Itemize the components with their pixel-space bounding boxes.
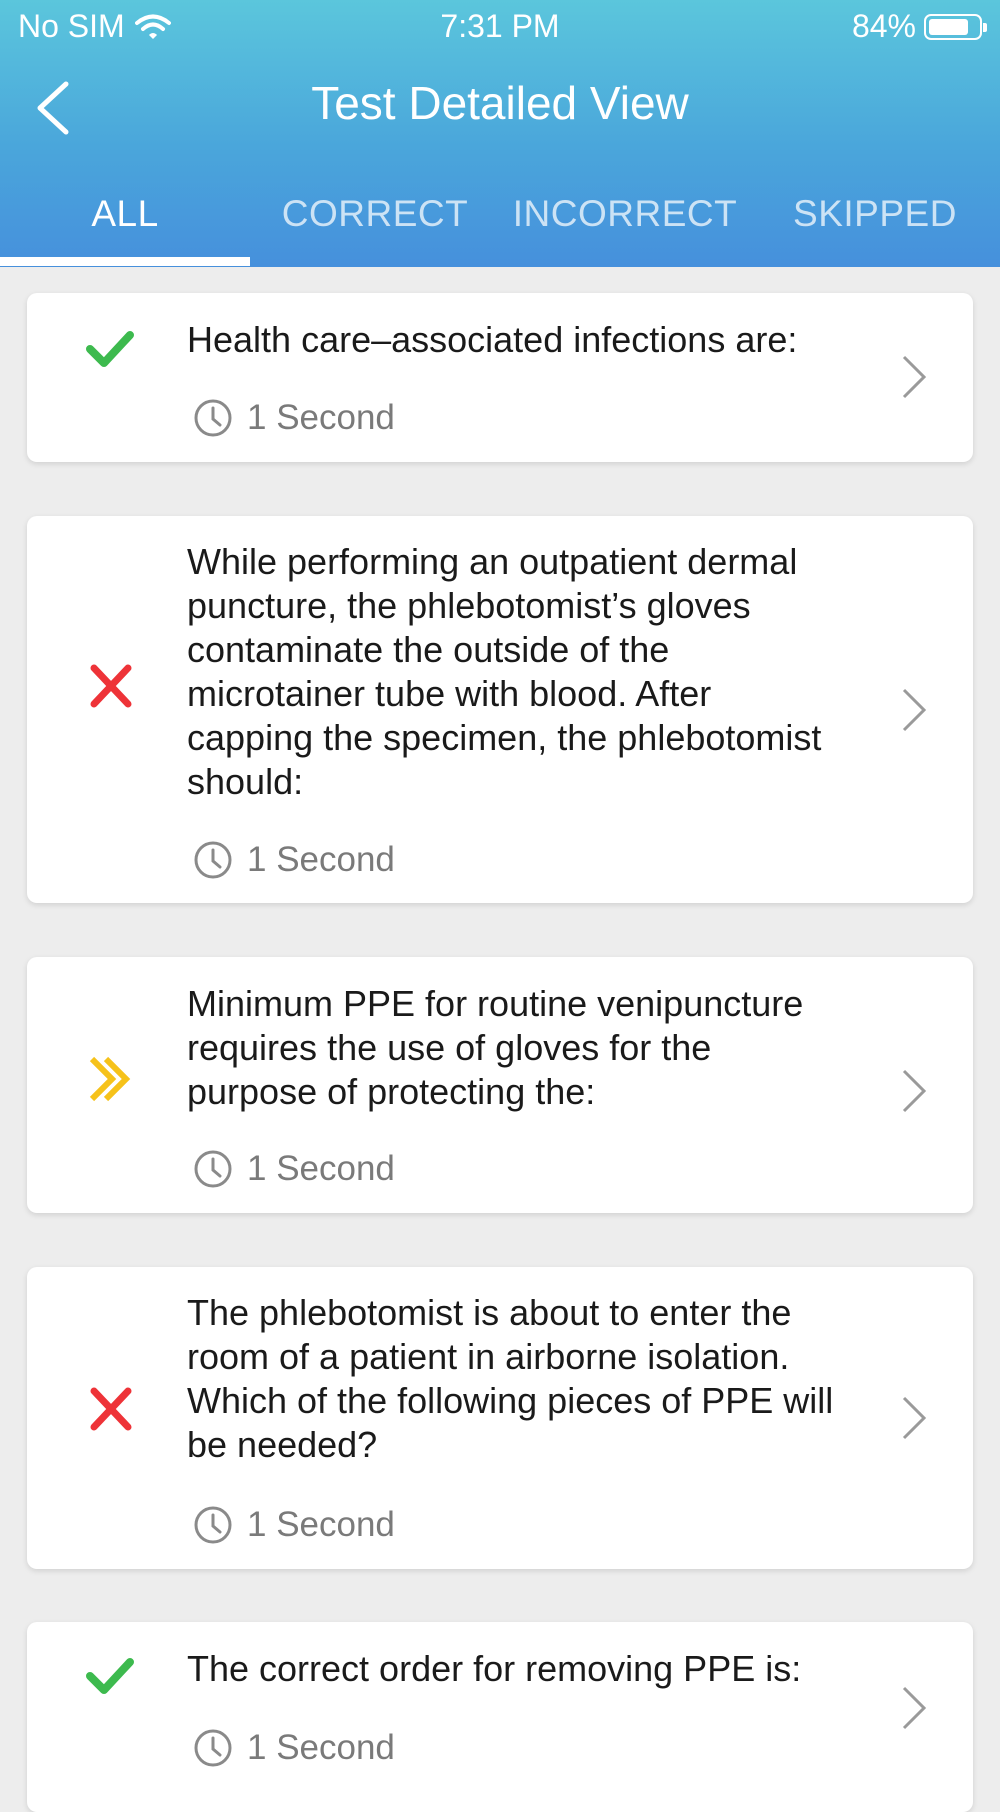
active-tab-indicator	[0, 257, 250, 266]
time-spent	[193, 1149, 395, 1189]
clock-icon	[193, 1505, 233, 1545]
time-label: 1 Second	[247, 1149, 395, 1188]
question-card[interactable]	[27, 957, 973, 1213]
question-text: The correct order for removing PPE is:	[187, 1648, 802, 1689]
tab-all[interactable]: ALL	[91, 193, 159, 234]
status-time: 7:31 PM	[440, 8, 560, 44]
time-label: 1 Second	[247, 398, 395, 437]
check-icon	[82, 321, 138, 377]
question-text: Minimum PPE for routine venipuncture requires the use of gloves for the purpose of protecting the:	[187, 983, 804, 1112]
battery-percent: 84%	[851, 8, 916, 44]
cross-icon	[82, 1381, 138, 1437]
clock-icon	[193, 1149, 233, 1189]
question-card[interactable]	[27, 516, 973, 903]
battery-icon	[924, 14, 982, 40]
app-header	[0, 0, 1000, 267]
page-title: Test Detailed View	[311, 77, 689, 129]
double-chevron-icon	[82, 1051, 138, 1107]
tab-incorrect[interactable]: INCORRECT	[512, 193, 738, 234]
chevron-right-icon	[898, 353, 928, 401]
time-label: 1 Second	[247, 1728, 395, 1767]
question-card[interactable]	[27, 1267, 973, 1569]
tab-correct[interactable]: CORRECT	[281, 193, 469, 234]
chevron-right-icon	[898, 1684, 928, 1732]
time-spent	[193, 840, 395, 880]
question-text: While performing an outpatient dermal puncture, the phlebotomist’s gloves contaminate the outside of the microtainer tube with blood. After capping the specimen, the phlebotomist should:	[187, 541, 822, 802]
time-spent	[193, 1505, 395, 1545]
clock-icon	[193, 840, 233, 880]
time-label: 1 Second	[247, 840, 395, 879]
chevron-right-icon	[898, 1394, 928, 1442]
time-label: 1 Second	[247, 1505, 395, 1544]
clock-icon	[193, 1728, 233, 1768]
question-card[interactable]	[27, 293, 973, 462]
tab-skipped[interactable]: SKIPPED	[793, 193, 957, 234]
status-battery	[852, 8, 982, 45]
chevron-right-icon	[898, 686, 928, 734]
cross-icon	[82, 658, 138, 714]
carrier-label: No SIM	[18, 8, 125, 44]
question-text: Health care–associated infections are:	[187, 319, 798, 360]
chevron-right-icon	[898, 1067, 928, 1115]
question-text: The phlebotomist is about to enter the room of a patient in airborne isolation. Which of the following pieces of PPE will be needed?	[187, 1292, 834, 1465]
filter-tabs	[0, 190, 1000, 267]
time-spent	[193, 1728, 395, 1768]
time-spent	[193, 398, 395, 438]
question-card[interactable]	[27, 1622, 973, 1812]
check-icon	[82, 1648, 138, 1704]
clock-icon	[193, 398, 233, 438]
